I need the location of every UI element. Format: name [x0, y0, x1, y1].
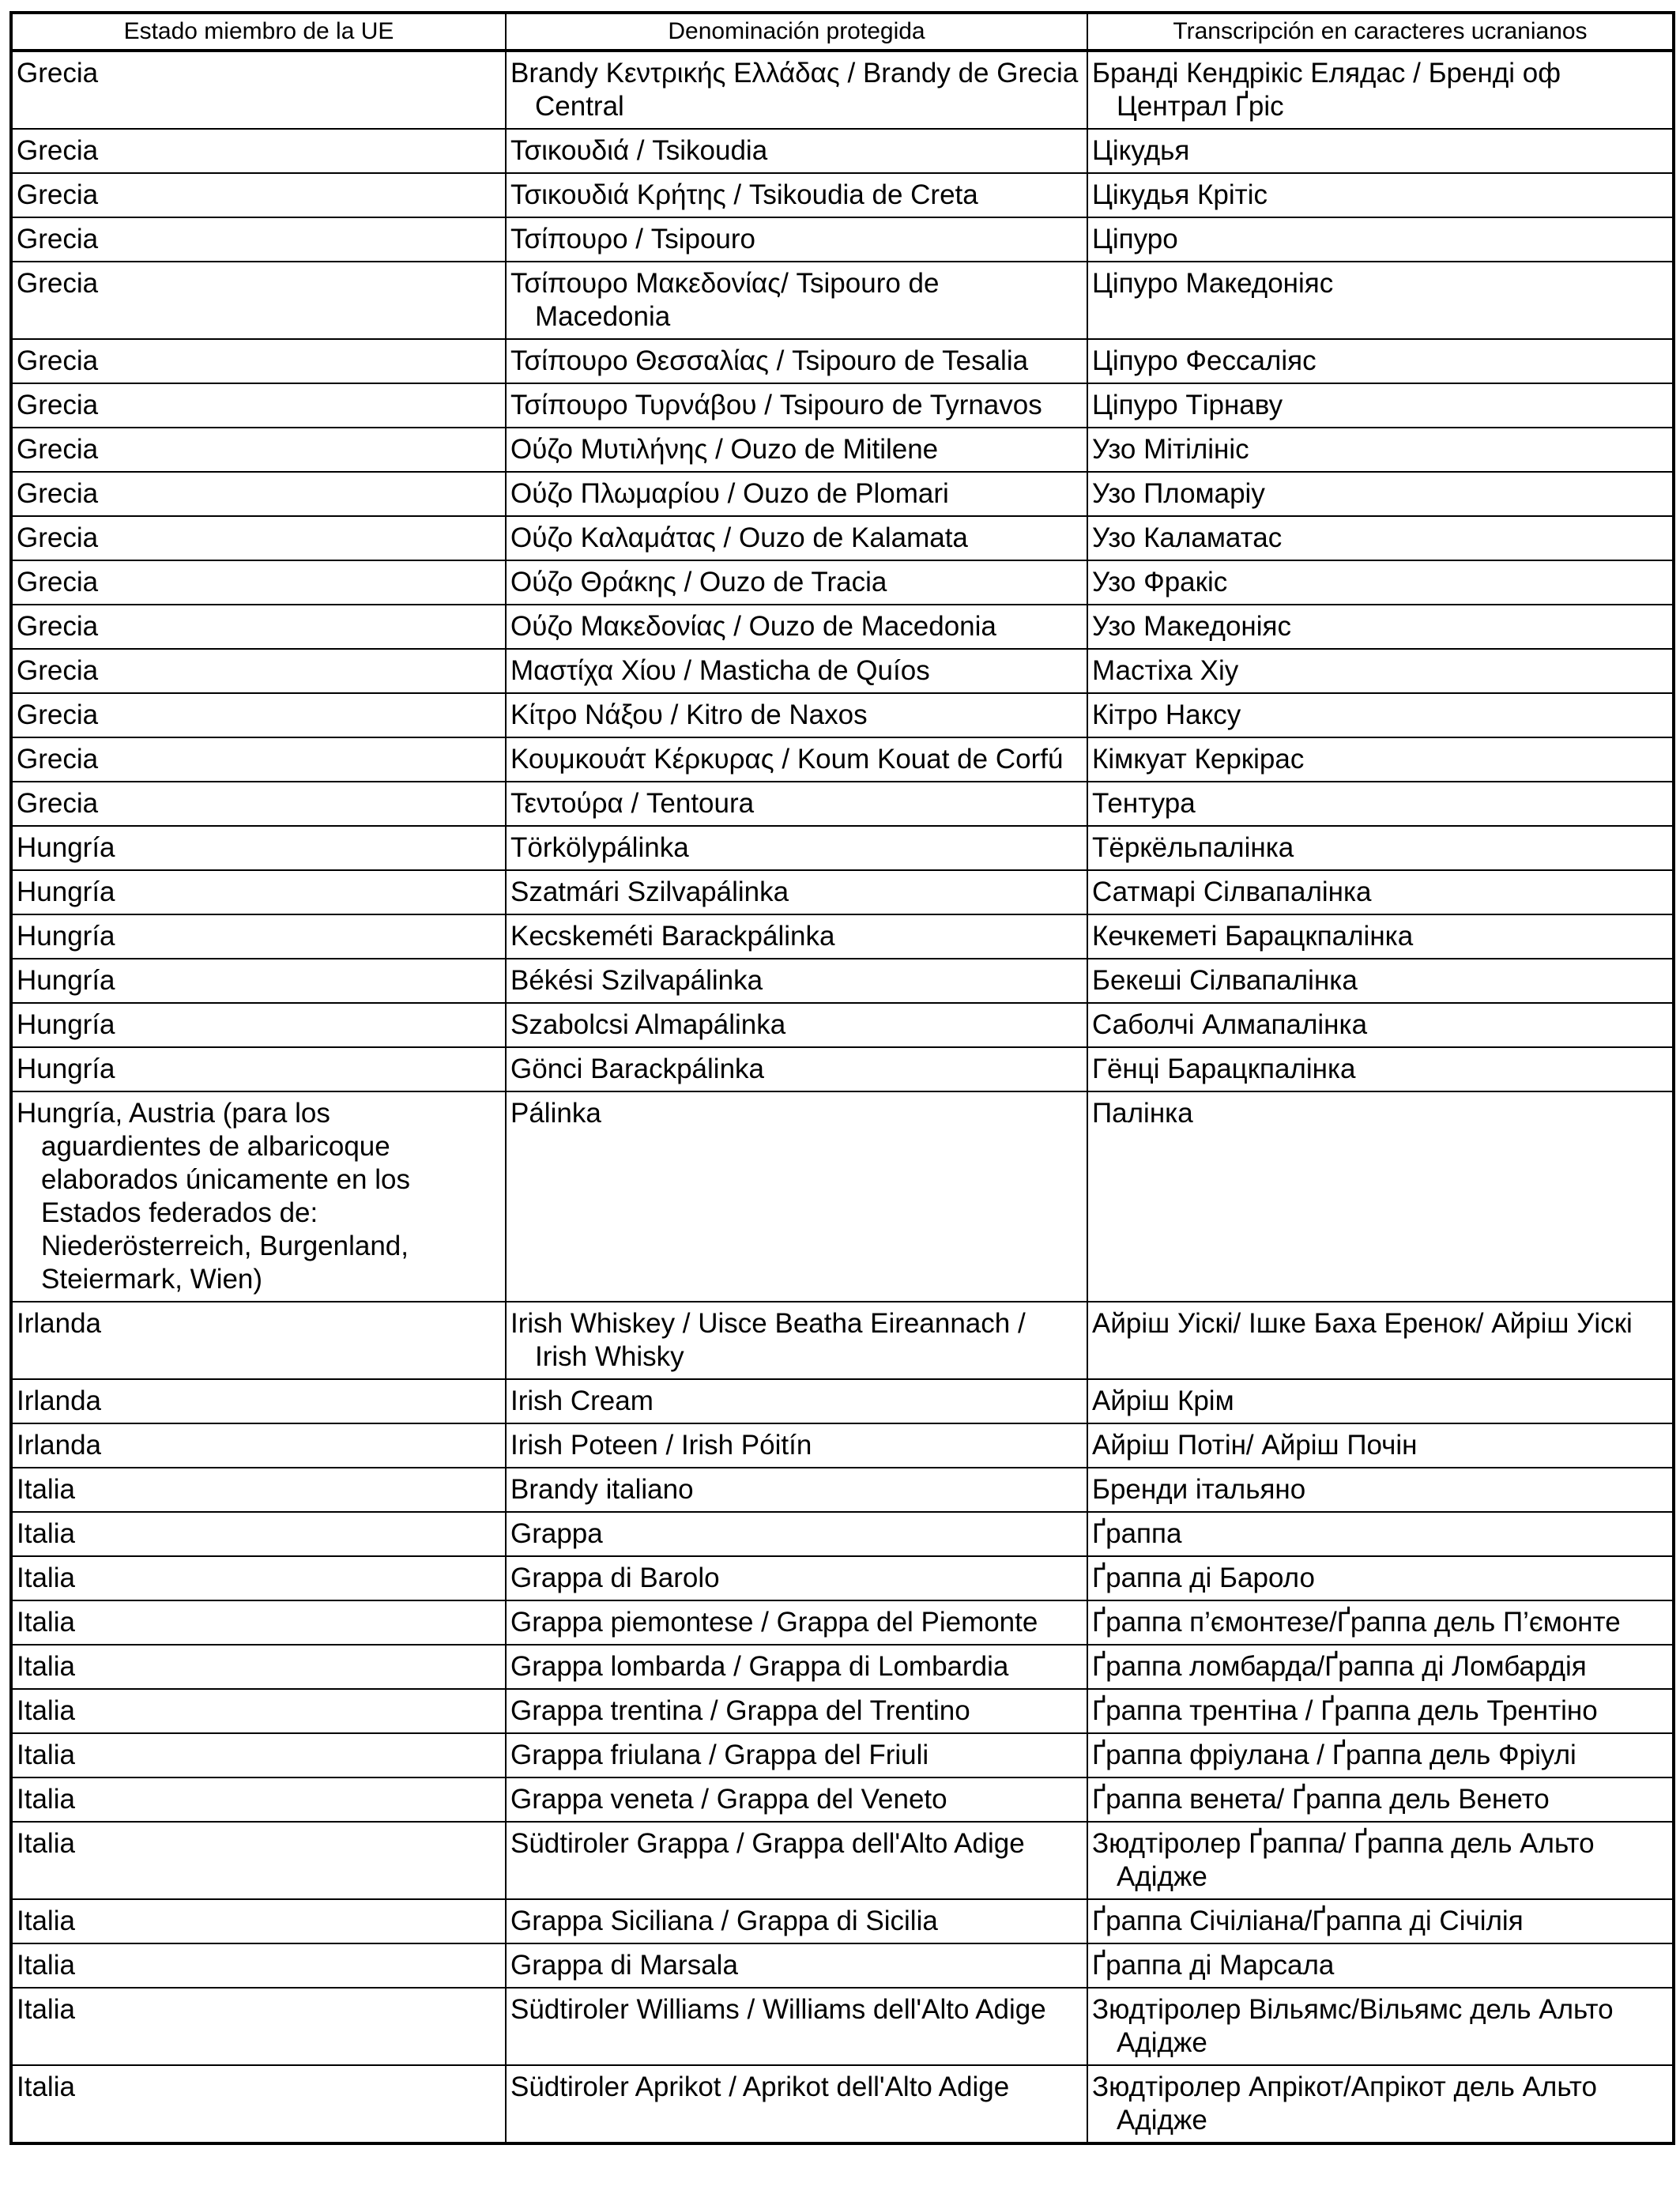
table-row — [11, 1645, 1674, 1689]
table-row — [11, 914, 1674, 959]
table-row — [11, 1512, 1674, 1556]
cell-member-state: Grecia — [11, 383, 506, 428]
cell-protected-name: Südtiroler Aprikot / Aprikot dell'Alto Adige — [506, 2065, 1087, 2143]
cell-protected-name: Κίτρο Νάξου / Kitro de Naxos — [506, 693, 1087, 737]
table-row — [11, 1003, 1674, 1047]
cell-ukrainian-transcription: Узо Каламатас — [1087, 516, 1674, 560]
cell-ukrainian-transcription: Кімкуат Керкірас — [1087, 737, 1674, 782]
cell-protected-name: Τσικουδιά / Tsikoudia — [506, 129, 1087, 173]
cell-protected-name: Μαστίχα Χίου / Masticha de Quíos — [506, 649, 1087, 693]
cell-ukrainian-transcription: Узо Македоніяс — [1087, 605, 1674, 649]
cell-ukrainian-transcription: Ґраппа ді Бароло — [1087, 1556, 1674, 1600]
cell-member-state: Grecia — [11, 782, 506, 826]
header-member-state: Estado miembro de la UE — [11, 13, 506, 51]
cell-member-state: Italia — [11, 1822, 506, 1899]
cell-member-state: Grecia — [11, 649, 506, 693]
cell-ukrainian-transcription: Айріш Крім — [1087, 1379, 1674, 1423]
cell-protected-name: Τσικουδιά Κρήτης / Tsikoudia de Creta — [506, 173, 1087, 217]
cell-ukrainian-transcription: Ґраппа фріулана / Ґраппа дель Фріулі — [1087, 1733, 1674, 1777]
cell-ukrainian-transcription: Бренди італьяно — [1087, 1468, 1674, 1512]
cell-member-state: Grecia — [11, 472, 506, 516]
cell-protected-name: Grappa piemontese / Grappa del Piemonte — [506, 1600, 1087, 1645]
cell-protected-name: Kecskeméti Barackpálinka — [506, 914, 1087, 959]
cell-member-state: Hungría — [11, 959, 506, 1003]
cell-member-state: Italia — [11, 1468, 506, 1512]
cell-protected-name: Grappa lombarda / Grappa di Lombardia — [506, 1645, 1087, 1689]
cell-ukrainian-transcription: Ґраппа ломбарда/Ґраппа ді Ломбардія — [1087, 1645, 1674, 1689]
cell-ukrainian-transcription: Тёркёльпалінка — [1087, 826, 1674, 870]
table-row — [11, 428, 1674, 472]
cell-member-state: Italia — [11, 1600, 506, 1645]
cell-ukrainian-transcription: Ґраппа — [1087, 1512, 1674, 1556]
table-row — [11, 959, 1674, 1003]
cell-ukrainian-transcription: Бранді Кендрікіс Елядас / Бренді оф Централ Ґріс — [1087, 51, 1674, 129]
cell-ukrainian-transcription: Цікудья Крітіс — [1087, 173, 1674, 217]
table-row — [11, 782, 1674, 826]
table-row — [11, 1899, 1674, 1943]
table-row — [11, 1091, 1674, 1302]
table-row — [11, 560, 1674, 605]
cell-ukrainian-transcription: Кітро Наксу — [1087, 693, 1674, 737]
cell-protected-name: Ούζο Καλαμάτας / Ouzo de Kalamata — [506, 516, 1087, 560]
table-row — [11, 1423, 1674, 1468]
table-row — [11, 51, 1674, 129]
cell-member-state: Grecia — [11, 217, 506, 262]
cell-member-state: Italia — [11, 1645, 506, 1689]
table-row — [11, 649, 1674, 693]
cell-ukrainian-transcription: Ґраппа трентіна / Ґраппа дель Трентіно — [1087, 1689, 1674, 1733]
cell-protected-name: Ούζο Θράκης / Ouzo de Tracia — [506, 560, 1087, 605]
table-row — [11, 516, 1674, 560]
cell-protected-name: Ούζο Πλωμαρίου / Ouzo de Plomari — [506, 472, 1087, 516]
cell-ukrainian-transcription: Гёнці Барацкпалінка — [1087, 1047, 1674, 1091]
cell-ukrainian-transcription: Зюдтіролер Ґраппа/ Ґраппа дель Альто Адідже — [1087, 1822, 1674, 1899]
cell-member-state: Grecia — [11, 129, 506, 173]
table-row — [11, 472, 1674, 516]
cell-ukrainian-transcription: Палінка — [1087, 1091, 1674, 1302]
document-page — [9, 11, 1672, 2145]
cell-protected-name: Gönci Barackpálinka — [506, 1047, 1087, 1091]
table-row — [11, 339, 1674, 383]
cell-protected-name: Brandy Κεντρικής Ελλάδας / Brandy de Grecia Central — [506, 51, 1087, 129]
cell-protected-name: Ούζο Μυτιλήνης / Ouzo de Mitilene — [506, 428, 1087, 472]
cell-protected-name: Grappa — [506, 1512, 1087, 1556]
cell-member-state: Grecia — [11, 516, 506, 560]
table-row — [11, 1943, 1674, 1988]
cell-protected-name: Grappa di Marsala — [506, 1943, 1087, 1988]
cell-protected-name: Τεντούρα / Tentoura — [506, 782, 1087, 826]
table-row — [11, 1600, 1674, 1645]
table-row — [11, 1468, 1674, 1512]
cell-protected-name: Pálinka — [506, 1091, 1087, 1302]
cell-member-state: Hungría — [11, 826, 506, 870]
cell-member-state: Grecia — [11, 737, 506, 782]
table-row — [11, 2065, 1674, 2143]
table-row — [11, 870, 1674, 914]
table-row — [11, 1733, 1674, 1777]
cell-ukrainian-transcription: Цікудья — [1087, 129, 1674, 173]
cell-member-state: Grecia — [11, 605, 506, 649]
cell-ukrainian-transcription: Ґраппа Січіліана/Ґраппа ді Січілія — [1087, 1899, 1674, 1943]
table-row — [11, 217, 1674, 262]
cell-protected-name: Τσίπουρο Θεσσαλίας / Tsipouro de Tesalia — [506, 339, 1087, 383]
cell-member-state: Italia — [11, 1733, 506, 1777]
table-row — [11, 1689, 1674, 1733]
table-header-row — [11, 13, 1674, 51]
table-row — [11, 173, 1674, 217]
table-row — [11, 693, 1674, 737]
cell-ukrainian-transcription: Саболчі Алмапалінка — [1087, 1003, 1674, 1047]
cell-member-state: Italia — [11, 1556, 506, 1600]
cell-ukrainian-transcription: Тентура — [1087, 782, 1674, 826]
cell-member-state: Grecia — [11, 262, 506, 339]
cell-ukrainian-transcription: Ґраппа ді Марсала — [1087, 1943, 1674, 1988]
header-protected-name: Denominación protegida — [506, 13, 1087, 51]
cell-member-state: Grecia — [11, 560, 506, 605]
cell-member-state: Italia — [11, 2065, 506, 2143]
cell-ukrainian-transcription: Ґраппа п’ємонтезе/Ґраппа дель П’ємонте — [1087, 1600, 1674, 1645]
cell-member-state: Hungría — [11, 914, 506, 959]
table-row — [11, 1379, 1674, 1423]
cell-protected-name: Τσίπουρο Μακεδονίας/ Tsipouro de Macedonia — [506, 262, 1087, 339]
table-body — [11, 51, 1674, 2143]
cell-member-state: Grecia — [11, 693, 506, 737]
cell-protected-name: Grappa friulana / Grappa del Friuli — [506, 1733, 1087, 1777]
cell-member-state: Italia — [11, 1777, 506, 1822]
cell-ukrainian-transcription: Узо Мітілініс — [1087, 428, 1674, 472]
table-row — [11, 826, 1674, 870]
cell-member-state: Italia — [11, 1689, 506, 1733]
cell-member-state: Hungría — [11, 1003, 506, 1047]
cell-member-state: Irlanda — [11, 1379, 506, 1423]
table-row — [11, 1047, 1674, 1091]
cell-protected-name: Békési Szilvapálinka — [506, 959, 1087, 1003]
cell-protected-name: Κουμκουάτ Κέρκυρας / Koum Kouat de Corfú — [506, 737, 1087, 782]
table-row — [11, 383, 1674, 428]
cell-ukrainian-transcription: Зюдтіролер Апрікот/Апрікот дель Альто Адідже — [1087, 2065, 1674, 2143]
cell-protected-name: Ούζο Μακεδονίας / Ouzo de Macedonia — [506, 605, 1087, 649]
cell-protected-name: Irish Whiskey / Uisce Beatha Eireannach / Irish Whisky — [506, 1302, 1087, 1379]
table-row — [11, 605, 1674, 649]
cell-member-state: Italia — [11, 1943, 506, 1988]
cell-protected-name: Törkölypálinka — [506, 826, 1087, 870]
cell-ukrainian-transcription: Узо Пломаріу — [1087, 472, 1674, 516]
table-row — [11, 129, 1674, 173]
cell-ukrainian-transcription: Ціпуро — [1087, 217, 1674, 262]
cell-protected-name: Grappa di Barolo — [506, 1556, 1087, 1600]
cell-member-state: Irlanda — [11, 1302, 506, 1379]
table-row — [11, 1988, 1674, 2065]
cell-ukrainian-transcription: Узо Фракіс — [1087, 560, 1674, 605]
cell-protected-name: Τσίπουρο / Tsipouro — [506, 217, 1087, 262]
table-row — [11, 737, 1674, 782]
cell-member-state: Hungría, Austria (para los aguardientes de albaricoque elaborados únicamente en los Estados federados de: Niederösterreich, Burgenland, Steiermark, Wien) — [11, 1091, 506, 1302]
cell-protected-name: Grappa Siciliana / Grappa di Sicilia — [506, 1899, 1087, 1943]
cell-ukrainian-transcription: Ґраппа венета/ Ґраппа дель Венето — [1087, 1777, 1674, 1822]
cell-ukrainian-transcription: Бекеші Сілвапалінка — [1087, 959, 1674, 1003]
cell-protected-name: Südtiroler Williams / Williams dell'Alto Adige — [506, 1988, 1087, 2065]
cell-ukrainian-transcription: Ціпуро Тірнаву — [1087, 383, 1674, 428]
cell-protected-name: Irish Cream — [506, 1379, 1087, 1423]
cell-member-state: Irlanda — [11, 1423, 506, 1468]
cell-ukrainian-transcription: Мастіха Хіу — [1087, 649, 1674, 693]
header-ukrainian-transcription: Transcripción en caracteres ucranianos — [1087, 13, 1674, 51]
cell-ukrainian-transcription: Айріш Уіскі/ Ішке Баха Еренок/ Айріш Уіскі — [1087, 1302, 1674, 1379]
cell-protected-name: Szatmári Szilvapálinka — [506, 870, 1087, 914]
cell-member-state: Hungría — [11, 1047, 506, 1091]
cell-ukrainian-transcription: Зюдтіролер Вільямс/Вільямс дель Альто Адідже — [1087, 1988, 1674, 2065]
cell-protected-name: Südtiroler Grappa / Grappa dell'Alto Adige — [506, 1822, 1087, 1899]
cell-member-state: Italia — [11, 1988, 506, 2065]
cell-protected-name: Grappa trentina / Grappa del Trentino — [506, 1689, 1087, 1733]
cell-protected-name: Szabolcsi Almapálinka — [506, 1003, 1087, 1047]
cell-member-state: Grecia — [11, 339, 506, 383]
table-row — [11, 1556, 1674, 1600]
cell-ukrainian-transcription: Ціпуро Македоніяс — [1087, 262, 1674, 339]
cell-member-state: Italia — [11, 1899, 506, 1943]
cell-protected-name: Τσίπουρο Τυρνάβου / Tsipouro de Tyrnavos — [506, 383, 1087, 428]
cell-ukrainian-transcription: Ціпуро Фессаліяс — [1087, 339, 1674, 383]
cell-member-state: Grecia — [11, 428, 506, 472]
cell-member-state: Italia — [11, 1512, 506, 1556]
cell-member-state: Grecia — [11, 173, 506, 217]
cell-member-state: Grecia — [11, 51, 506, 129]
table-row — [11, 262, 1674, 339]
table-row — [11, 1302, 1674, 1379]
cell-protected-name: Brandy italiano — [506, 1468, 1087, 1512]
cell-protected-name: Grappa veneta / Grappa del Veneto — [506, 1777, 1087, 1822]
table-row — [11, 1777, 1674, 1822]
cell-ukrainian-transcription: Кечкеметі Барацкпалінка — [1087, 914, 1674, 959]
cell-ukrainian-transcription: Айріш Потін/ Айріш Почін — [1087, 1423, 1674, 1468]
cell-member-state: Hungría — [11, 870, 506, 914]
table-row — [11, 1822, 1674, 1899]
protected-names-table — [9, 11, 1675, 2145]
cell-ukrainian-transcription: Сатмарі Сілвапалінка — [1087, 870, 1674, 914]
cell-protected-name: Irish Poteen / Irish Póitín — [506, 1423, 1087, 1468]
